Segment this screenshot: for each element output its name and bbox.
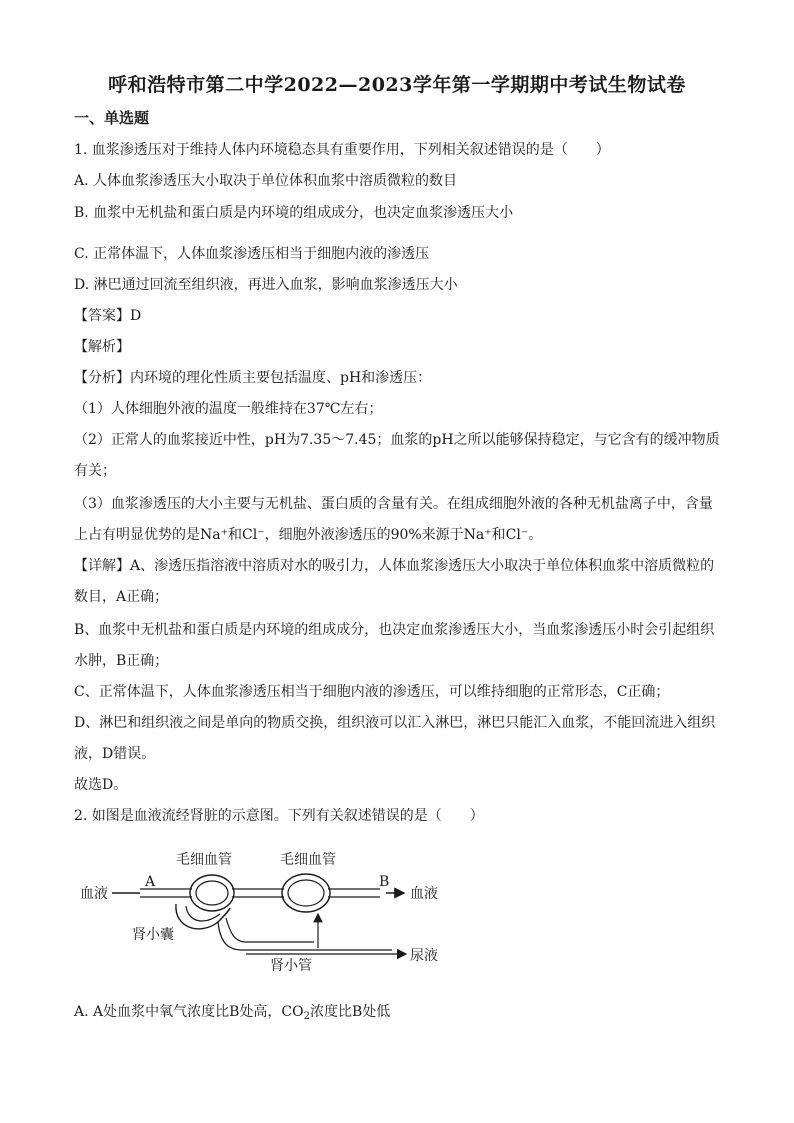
page-title: 呼和浩特市第二中学2022—2023学年第一学期期中考试生物试卷 (108, 74, 686, 96)
q1-analysis-point-3-cont: 上占有明显优势的是Na⁺和Cl⁻，细胞外液渗透压的90%来源于Na⁺和Cl⁻。 (74, 527, 543, 543)
q1-analysis-point-1: （1）人体细胞外液的温度一般维持在37℃左右； (74, 401, 383, 417)
q1-conclusion: 故选D。 (74, 777, 128, 793)
q1-analysis-intro: 【分析】内环境的理化性质主要包括温度、pH和渗透压： (74, 370, 432, 386)
renal-capsule-inner (186, 906, 220, 921)
q1-analysis-label: 【解析】 (74, 339, 130, 355)
q2-option-a-text: A. A处血浆中氧气浓度比B处高，CO (74, 1004, 304, 1020)
q1-detail-a: 【详解】A、渗透压指溶液中溶质对水的吸引力，人体血浆渗透压大小取决于单位体积血浆中溶质微粒的 (74, 558, 715, 574)
section-heading: 一、单选题 (74, 109, 150, 127)
q2-option-a-text-end: 浓度比B处低 (309, 1004, 391, 1020)
q1-option-c: C. 正常体温下，人体血浆渗透压相当于细胞内液的渗透压 (74, 246, 430, 262)
urine-label: 尿液 (410, 948, 438, 964)
q1-detail-c: C、正常体温下，人体血浆渗透压相当于细胞内液的渗透压，可以维持细胞的正常形态，C正确； (74, 684, 670, 700)
q2-option-a-subscript: 2 (303, 1011, 310, 1022)
renal-capsule-label: 肾小囊 (132, 927, 174, 943)
q1-answer: 【答案】D (74, 308, 142, 324)
q2-stem: 2. 如图是血液流经肾脏的示意图。下列有关叙述错误的是（ ） (74, 808, 484, 824)
q1-option-d: D. 淋巴通过回流至组织液，再进入血浆，影响血浆渗透压大小 (74, 277, 458, 293)
point-a-label: A (145, 874, 156, 890)
q2-option-a (74, 1002, 724, 1027)
q1-analysis-point-2-cont: 有关； (74, 463, 116, 479)
q1-detail-b-cont: 水肿，B正确； (74, 653, 169, 669)
renal-tubule-label: 肾小管 (270, 958, 312, 974)
renal-tubule-lower-wall (226, 918, 314, 942)
q1-option-a: A. 人体血浆渗透压大小取决于单位体积血浆中溶质微粒的数目 (74, 173, 458, 189)
q1-detail-d-cont: 液，D错误。 (74, 746, 156, 762)
q1-analysis-point-2: （2）正常人的血浆接近中性，pH为7.35～7.45；血浆的pH之所以能够保持稳定，与它含有的缓冲物质 (74, 432, 720, 448)
q1-option-b: B. 血浆中无机盐和蛋白质是内环境的组成成分，也决定血浆渗透压大小 (74, 205, 514, 221)
capillary-loop-inner-2 (288, 880, 324, 906)
blood-out-label: 血液 (410, 886, 438, 902)
capillary-label-2: 毛细血管 (280, 852, 336, 868)
renal-capsule-outer (176, 904, 230, 929)
q1-stem: 1. 血浆渗透压对于维持人体内环境稳态具有重要作用，下列相关叙述错误的是（ ） (74, 142, 610, 158)
capillary-label-1: 毛细血管 (176, 852, 232, 868)
blood-in-label: 血液 (80, 886, 108, 902)
q1-analysis-point-3: （3）血浆渗透压的大小主要与无机盐、蛋白质的含量有关。在组成细胞外液的各种无机盐离子中，含量 (74, 496, 713, 512)
q1-detail-a-cont: 数目，A正确； (74, 589, 169, 605)
point-b-label: B (379, 874, 390, 890)
renal-tubule-upper-wall (218, 922, 392, 950)
q1-detail-b: B、血浆中无机盐和蛋白质是内环境的组成成分，也决定血浆渗透压大小，当血浆渗透压小时会引起组织 (74, 622, 715, 638)
kidney-blood-flow-diagram (74, 836, 464, 974)
q1-detail-d: D、淋巴和组织液之间是单向的物质交换，组织液可以汇入淋巴，淋巴只能汇入血浆，不能回流进入组织 (74, 715, 716, 731)
capillary-loop-inner-1 (196, 881, 228, 905)
